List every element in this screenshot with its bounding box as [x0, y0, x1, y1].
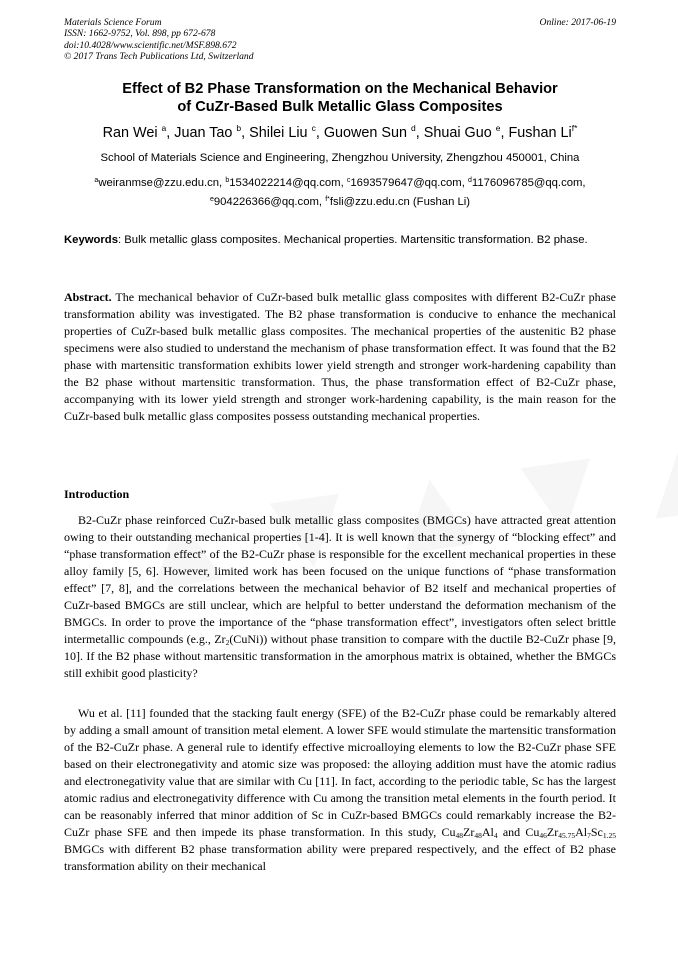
email-b[interactable]: 1534022214@qq.com,	[229, 177, 344, 189]
subscript: 4	[493, 831, 498, 841]
issn-line: ISSN: 1662-9752, Vol. 898, pp 672-678	[64, 28, 216, 40]
paragraph-text: Wu et al. [11] founded that the stacking fault energy (SFE) of the B2-CuZr phase could be remarkably altered by adding a small amount of transition metal element. A lower SFE would stimulate the martensitic transformation of the B2-CuZr phase. A general rule to identify effective microalloying elements to low the B2-CuZr phase SFE based on their electronegativity and atomic size was proposed: the alloying addition must have the atomic radius and electronegativity value that are similar with Cu [11]. In fact, according to the periodic table, Sc has the largest atomic radius and electronegativity difference with Cu among the transition metal elements in the fourth period. It can be reasonably inferred that minor addition of Sc in CuZr-based BMGCs could remarkably increase the B2-CuZr phase SFE and then impede its phase transformation. In this study,	[64, 706, 616, 840]
author-mark: a	[161, 123, 167, 133]
abstract-label: Abstract.	[64, 290, 112, 304]
introduction-paragraph-2	[64, 705, 616, 875]
author-name: Ran Wei	[102, 125, 158, 141]
abstract-paragraph	[64, 289, 616, 425]
subscript: 48	[474, 831, 482, 841]
email-a[interactable]: weiranmse@zzu.edu.cn,	[98, 177, 223, 189]
author-mark: d	[411, 123, 416, 133]
element: Cu	[525, 825, 540, 840]
subscript: 7	[587, 831, 591, 841]
keywords-text: : Bulk metallic glass composites. Mechanical properties. Martensitic transformation. B2 phase.	[118, 234, 588, 246]
author-list: Ran Wei $^a$, Juan Tao $^b$, Shilei Liu $^c$, Guowen Sun $^d$, Shuai Guo $^e$, Fushan $Li^{f*}$	[102, 123, 578, 141]
paragraph-text: BMGCs with different B2 phase transformation ability were prepared respectively, and the effect of B2 phase transformation ability on their mechanical	[64, 842, 616, 874]
element: Al	[481, 825, 494, 840]
author-name: Guowen Sun	[323, 125, 408, 141]
email-mark: d	[468, 177, 472, 184]
author-name: Fushan Li	[508, 125, 572, 141]
element: Sc	[590, 825, 603, 840]
section-heading-introduction: Introduction	[64, 487, 130, 501]
author-name: Shuai Guo	[423, 125, 492, 141]
element: Zr	[463, 825, 475, 840]
affiliation: School of Materials Science and Engineering, Zhengzhou University, Zhengzhou 450001, China	[100, 152, 580, 164]
email-e[interactable]: 904226366@qq.com,	[213, 195, 323, 208]
alloy-formula-2	[525, 825, 616, 839]
online-date: Online: 2017-06-19	[539, 17, 616, 28]
author-mark: e	[495, 123, 501, 133]
abstract-text: The mechanical behavior of CuZr-based bulk metallic glass composites with different B2-CuZr phase transformation ability was investigated. The B2 phase transformation is conducive to enhance the mechanical properties of CuZr-based bulk metallic glass composites. The mechanical properties of the austenitic B2 phase specimens were also studied to understand the mechanism of phase transformation effect. It was found that the B2 phase with martensitic transformation exhibits lower yield strength and stronger work-hardening capability than the B2 phase without martensitic transformation. Thus, the phase transformation effect of B2-CuZr phase, accompanying with its lower yield strength and stronger work-hardening capability, is the main reason for the CuZr-based bulk metallic glass composites possess outstanding mechanical properties.	[64, 290, 616, 424]
title-line-2: of CuZr-Based Bulk Metallic Glass Composites	[177, 99, 503, 116]
element: Al	[575, 825, 588, 840]
paragraph-text: B2-CuZr phase reinforced CuZr-based bulk metallic glass composites (BMGCs) have attracted great attention owing to their outstanding mechanical properties [1-4]. It is well known that the synergy of “blocking effect” and “phase transformation effect” of the B2-CuZr phase is responsible for the excellent mechanical properties in these alloy family [5, 6]. However, limited work has been focused on the unique functions of “phase transformation effect” [7, 8], and the correlations between the mechanical behavior of B2 itself and mechanical properties of CuZr-based BMGCs are still unclear, which are helpful to better understand the deformation mechanism of the BMGCs. In order to prove the importance of the “phase transformation effect”, investigators often select brittle intermetallic compounds (e.g., Zr	[64, 513, 616, 647]
author-mark: b	[236, 123, 242, 133]
subscript: 48	[455, 831, 463, 841]
paper-title	[64, 80, 616, 117]
element: Zr	[546, 825, 559, 840]
author-mark: f*	[571, 123, 578, 133]
subscript: 46	[539, 831, 547, 841]
author-emails	[64, 174, 616, 211]
journal-name: Materials Science Forum	[64, 17, 162, 28]
email-line-1	[64, 174, 616, 193]
subscript: 2	[225, 638, 230, 648]
alloy-formula-1	[441, 825, 497, 839]
paragraph-text: (CuNi)) without phase transition to compare with the ductile B2-CuZr phase [9, 10]. If the B2 phase without martensitic transformation in the amorphous matrix is obtained, whether the BMGCs still exhibit good plasticity?	[64, 632, 616, 681]
doi-line[interactable]: doi:10.4028/www.scientific.net/MSF.898.672	[64, 39, 237, 51]
title-line-1: Effect of B2 Phase Transformation on the Mechanical Behavior	[122, 81, 558, 97]
subscript: 45.75	[558, 831, 576, 841]
paragraph-text: and	[497, 825, 526, 840]
email-mark: f*	[325, 195, 330, 203]
email-line-2	[64, 193, 616, 212]
email-mark: e	[209, 195, 214, 203]
author-name: Juan Tao	[174, 125, 233, 141]
email-mark: b	[225, 177, 230, 184]
element: Cu	[441, 825, 456, 840]
email-d[interactable]: 1176096785@qq.com,	[471, 177, 586, 189]
author-mark: c	[311, 123, 316, 133]
keywords	[64, 231, 616, 249]
author-name: Shilei Liu	[249, 125, 308, 141]
email-mark: c	[346, 177, 351, 184]
keywords-label: Keywords	[64, 234, 118, 246]
email-f[interactable]: fsli@zzu.edu.cn (Fushan Li)	[329, 195, 471, 208]
copyright-line: © 2017 Trans Tech Publications Ltd, Switzerland	[64, 50, 254, 62]
email-mark: a	[94, 177, 99, 184]
publication-header	[64, 17, 616, 62]
subscript: 1.25	[602, 831, 616, 841]
introduction-paragraph-1	[64, 512, 616, 682]
email-c[interactable]: 1693579647@qq.com,	[350, 177, 465, 189]
